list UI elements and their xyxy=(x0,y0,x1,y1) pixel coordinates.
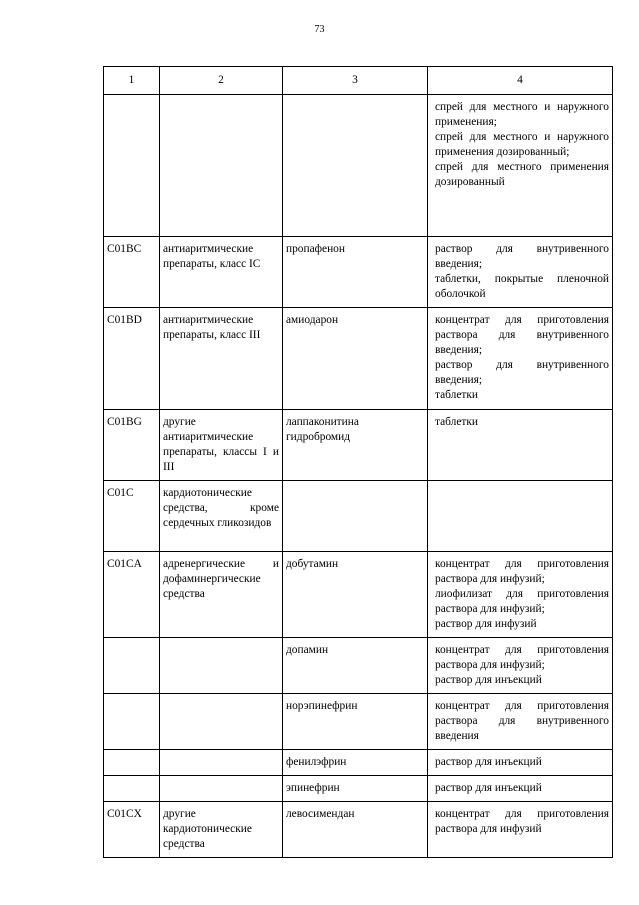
table-row xyxy=(104,802,613,858)
dosage-form: раствор для внутривенного введения; xyxy=(435,359,609,386)
atc-code xyxy=(104,776,160,802)
table-row xyxy=(104,552,613,638)
group-name xyxy=(160,694,283,750)
atc-code: C01BG xyxy=(104,410,160,481)
drug-name: фенилэфрин xyxy=(283,750,428,776)
dosage-form: раствор для внутривенного введения; xyxy=(435,243,609,270)
group-name: адренергические и дофаминергические средства xyxy=(160,552,283,638)
dosage-forms xyxy=(428,410,613,481)
atc-code xyxy=(104,638,160,694)
dosage-forms xyxy=(428,638,613,694)
atc-code: C01BC xyxy=(104,237,160,308)
header-col-4: 4 xyxy=(428,67,613,95)
table-row xyxy=(104,750,613,776)
table-row xyxy=(104,237,613,308)
group-name xyxy=(160,776,283,802)
dosage-forms xyxy=(428,95,613,237)
header-col-1: 1 xyxy=(104,67,160,95)
table-row xyxy=(104,481,613,552)
group-name: антиаритмические препараты, класс III xyxy=(160,308,283,410)
atc-code: C01CA xyxy=(104,552,160,638)
dosage-form: концентрат для приготовления раствора для внутривенного введения xyxy=(435,700,609,742)
dosage-forms xyxy=(428,308,613,410)
dosage-form: концентрат для приготовления раствора для инфузий; xyxy=(435,644,609,671)
dosage-form: раствор для инъекций xyxy=(435,756,542,768)
drug-name: пропафенон xyxy=(283,237,428,308)
atc-code xyxy=(104,694,160,750)
group-name: антиаритмические препараты, класс IC xyxy=(160,237,283,308)
dosage-form: спрей для местного и наружного применения; xyxy=(435,101,609,128)
drug-name: норэпинефрин xyxy=(283,694,428,750)
drug-name: эпинефрин xyxy=(283,776,428,802)
group-name xyxy=(160,638,283,694)
group-name: кардиотонические средства, кроме сердечных гликозидов xyxy=(160,481,283,552)
dosage-form: спрей для местного применения дозированный xyxy=(435,161,609,188)
dosage-form: концентрат для приготовления раствора для инфузий xyxy=(435,808,609,835)
drug-name: лаппаконитина гидробромид xyxy=(283,410,428,481)
dosage-form: таблетки xyxy=(435,416,479,428)
table-row xyxy=(104,638,613,694)
dosage-form: концентрат для приготовления раствора для внутривенного введения; xyxy=(435,314,609,356)
dosage-forms xyxy=(428,237,613,308)
table-header xyxy=(104,67,613,95)
dosage-forms xyxy=(428,552,613,638)
dosage-form: раствор для инъекций xyxy=(435,782,542,794)
group-name: другие антиаритмические препараты, классы I и III xyxy=(160,410,283,481)
atc-code: C01C xyxy=(104,481,160,552)
drug-name: допамин xyxy=(283,638,428,694)
dosage-forms xyxy=(428,694,613,750)
drug-name: левосимендан xyxy=(283,802,428,858)
drug-table xyxy=(103,66,613,858)
header-row xyxy=(104,67,613,95)
page-number: 73 xyxy=(314,24,325,35)
dosage-form: таблетки xyxy=(435,389,479,401)
group-name xyxy=(160,750,283,776)
drug-name: амиодарон xyxy=(283,308,428,410)
header-col-3: 3 xyxy=(283,67,428,95)
table-row xyxy=(104,95,613,237)
dosage-form: таблетки, покрытые пленочной оболочкой xyxy=(435,273,609,300)
drug-name xyxy=(283,95,428,237)
table-row xyxy=(104,410,613,481)
dosage-forms xyxy=(428,776,613,802)
atc-code: C01BD xyxy=(104,308,160,410)
table-row xyxy=(104,308,613,410)
drug-name: добутамин xyxy=(283,552,428,638)
dosage-forms xyxy=(428,750,613,776)
table-body xyxy=(104,95,613,858)
atc-code: C01CX xyxy=(104,802,160,858)
table-row xyxy=(104,776,613,802)
dosage-forms xyxy=(428,481,613,552)
group-name: другие кардиотонические средства xyxy=(160,802,283,858)
dosage-form: концентрат для приготовления раствора для инфузий; xyxy=(435,558,609,585)
dosage-forms xyxy=(428,802,613,858)
atc-code xyxy=(104,95,160,237)
table-row xyxy=(104,694,613,750)
dosage-form: лиофилизат для приготовления раствора для инфузий; xyxy=(435,588,609,615)
header-col-2: 2 xyxy=(160,67,283,95)
dosage-form: раствор для инъекций xyxy=(435,674,542,686)
atc-code xyxy=(104,750,160,776)
dosage-form: раствор для инфузий xyxy=(435,618,537,630)
dosage-form: спрей для местного и наружного применения дозированный; xyxy=(435,131,609,158)
drug-name xyxy=(283,481,428,552)
group-name xyxy=(160,95,283,237)
